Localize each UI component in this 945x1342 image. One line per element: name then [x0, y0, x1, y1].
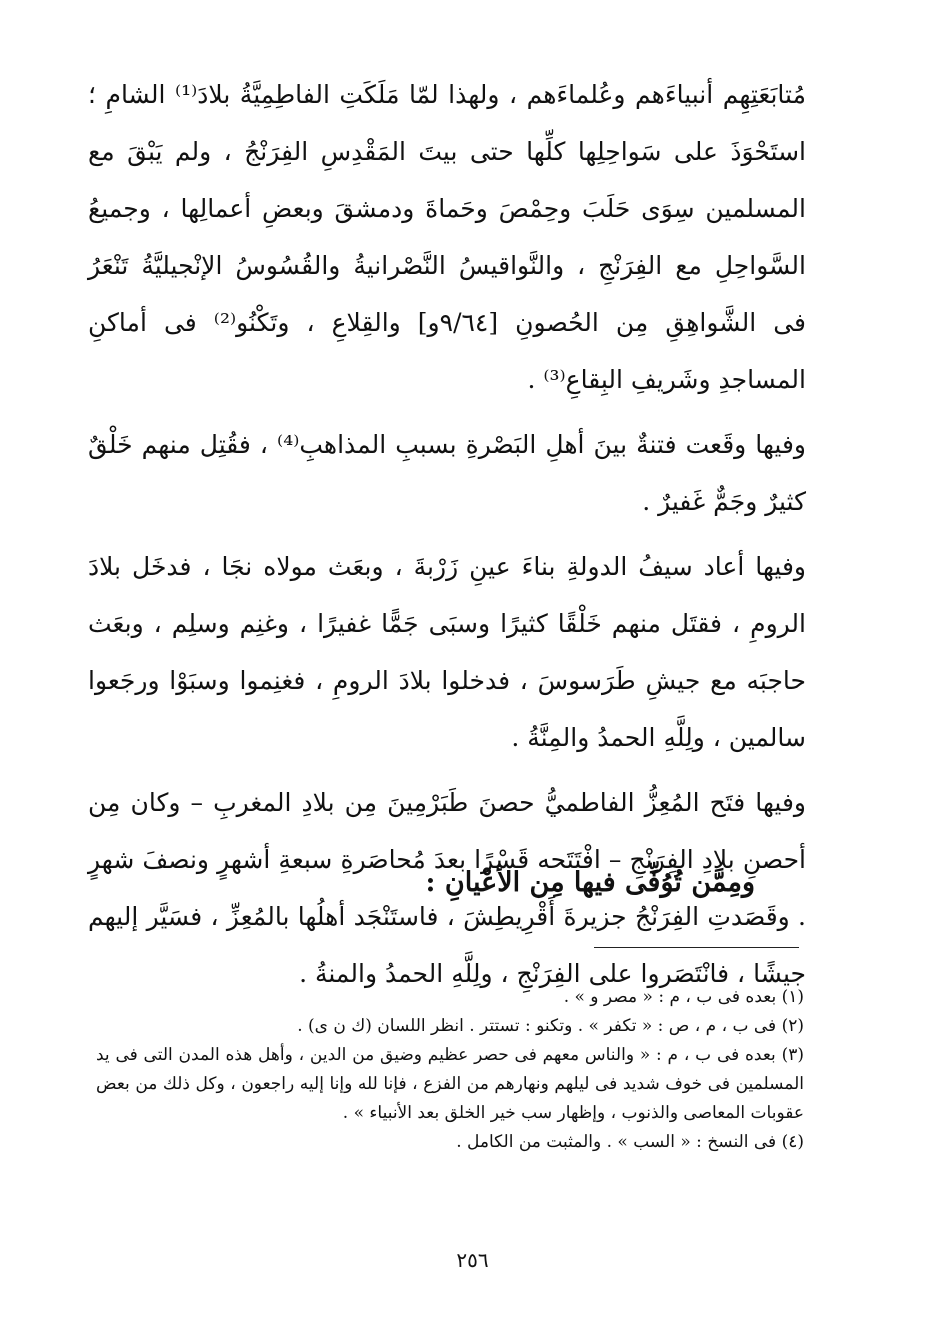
footnote-4: (٤) فى النسخ : « السب » . والمثبت من الكامل . [456, 1132, 804, 1152]
paragraph-basra-strife: وفيها وقَعت فتنةٌ بينَ أهلِ البَصْرةِ بسببِ المذاهبِ⁽⁴⁾ ، فقُتِل منهم خَلْقٌ كثيرٌ وجَمٌّ غَفيرٌ . [88, 430, 807, 516]
paragraph-coast-conquest: مُتابَعَتِهِم أنبياءَهم وعُلماءَهم ، ولهذا لمّا مَلَكَتِ الفاطِمِيَّةُ بلادَ⁽¹⁾ الشامِ ؛ استَحْوَذَ على سَواحِلِها كلِّها حتى بيتَ المَقْدِسِ الفِرَنْجُ ، ولم يَبْقَ مع المسلمين سِوَى حَلَبَ وحِمْصَ وحَماةَ ودمشقَ وبعضِ أعمالِها ، وجميعُ السَّواحِلِ مع الفِرَنْجِ ، والنَّواقيسُ النَّصْرانيةُ والقُسُوسُ الإنْجيليَّةُ تَنْعَرُ فى الشَّواهِقِ مِن الحُصونِ [٩/٦٤و] والقِلاعِ ، وتَكْنُو⁽²⁾ فى أماكنِ المساجدِ وشَريفِ البِقاعِ⁽³⁾ . [88, 80, 806, 394]
paragraph-sayf-al-dawla: وفيها أعاد سيفُ الدولةِ بناءَ عينِ زَرْبةَ ، وبعَث مولاه نجَا ، فدخَل بلادَ الرومِ ، فقتَل منهم خَلْقًا كثيرًا وسبَى جَمًّا غفيرًا ، وغنِم وسلِم ، وبعَث حاجبَه مع جيشِ طَرَسوسَ ، فدخلوا بلادَ الرومِ ، فغنِموا وسبَوْا ورجَعوا سالمين ، ولِلَّهِ الحمدُ والمِنَّةُ . [88, 552, 806, 752]
footnote-2: (٢) فى ب ، م ، ص : « تكفر » . وتكنو : تستتر . انظر اللسان (ك ن ى) . [297, 1016, 804, 1036]
footnote-separator [594, 947, 799, 948]
footnote-1: (١) بعده فى ب ، م : « مصر و » . [563, 987, 804, 1007]
footnotes [96, 983, 804, 1157]
footnote-3: (٣) بعده فى ب ، م : « والناس معهم فى حصر عظيم وضيق من الدين ، وأهل هذه المدن التى فى يد المسلمين فى خوف شديد فى ليلهم ونهارهم من الفزع ، فإنا لله وإنا إليه راجعون ، وكل ذلك من بعض عقوبات المعاصى والذنوب ، وإظهار سب خير الخلق بعد الأنبياء » . [96, 1045, 804, 1123]
paragraph-muizz-conquest: وفيها فتَح المُعِزُّ الفاطميُّ حصنَ طَبَرْمِينَ مِن بلادِ المغربِ – وكان مِن أحصنِ بلادِ الفِرَنْجِ – افْتَتَحه قَسْرًا بعدَ مُحاصَرةِ سبعةِ أشهرٍ ونصفَ شهرٍ . وقَصَدتِ الفِرَنْجُ جزيرةَ أَقْرِيطِشَ ، فاستَنْجَد أهلُها بالمُعِزِّ ، فسَيَّر إليهم جيشًا ، فانْتَصَروا على الفِرَنْجِ ، ولِلَّهِ الحمدُ والمنةُ . [88, 788, 806, 988]
page-number: ٢٥٦ [456, 1248, 489, 1272]
section-heading: ومِمَّن تُوُفِّى فيها مِن الأعْيانِ : [425, 867, 755, 898]
